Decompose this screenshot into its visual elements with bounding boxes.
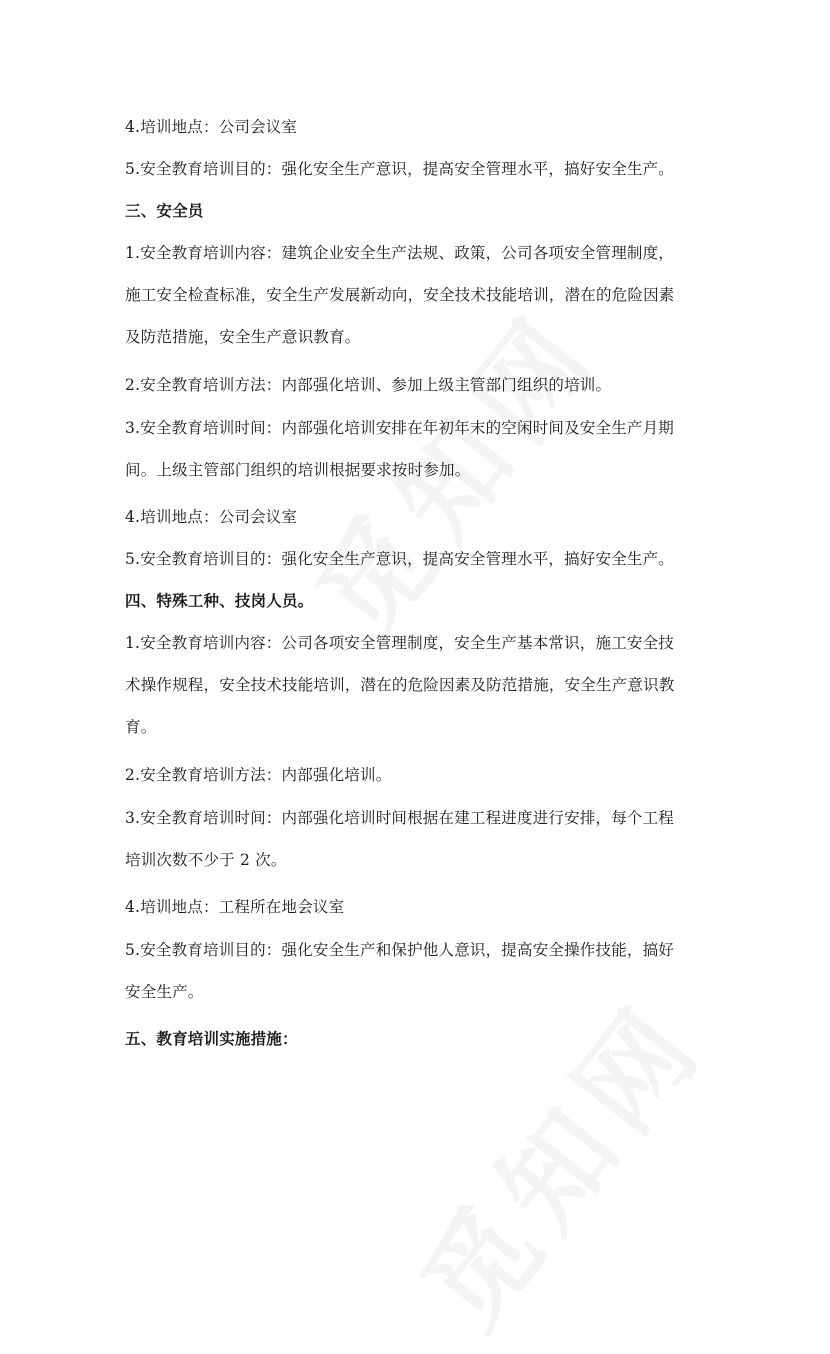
paragraph-line: 4.培训地点：公司会议室 [125, 118, 298, 136]
section-heading: 五、教育培训实施措施： [125, 1030, 298, 1048]
paragraph-line: 4.培训地点：公司会议室 [125, 508, 298, 526]
paragraph-line: 3.安全教育培训时间：内部强化培训安排在年初年末的空闲时间及安全生产月期 [125, 419, 674, 437]
paragraph-line: 2.安全教育培训方法：内部强化培训。 [125, 766, 392, 784]
paragraph-line: 培训次数不少于 2 次。 [125, 851, 287, 869]
paragraph-line: 育。 [125, 718, 157, 736]
paragraph-line: 2.安全教育培训方法：内部强化培训、参加上级主管部门组织的培训。 [125, 376, 612, 394]
paragraph-line: 间。上级主管部门组织的培训根据要求按时参加。 [125, 461, 471, 479]
paragraph-line: 3.安全教育培训时间：内部强化培训时间根据在建工程进度进行安排，每个工程 [125, 809, 674, 827]
paragraph-line: 施工安全检查标准，安全生产发展新动向，安全技术技能培训，潜在的危险因素 [125, 286, 675, 304]
paragraph-line: 1.安全教育培训内容：建筑企业安全生产法规、政策，公司各项安全管理制度， [125, 244, 674, 262]
paragraph-line: 术操作规程，安全技术技能培训，潜在的危险因素及防范措施，安全生产意识教 [125, 676, 675, 694]
paragraph-line: 安全生产。 [125, 983, 204, 1001]
paragraph-line: 5.安全教育培训目的：强化安全生产和保护他人意识，提高安全操作技能，搞好 [125, 941, 674, 959]
paragraph-line: 5.安全教育培训目的：强化安全生产意识，提高安全管理水平，搞好安全生产。 [125, 550, 674, 568]
paragraph-line: 5.安全教育培训目的：强化安全生产意识，提高安全管理水平，搞好安全生产。 [125, 160, 674, 178]
paragraph-line: 4.培训地点：工程所在地会议室 [125, 898, 345, 916]
section-heading: 四、特殊工种、技岗人员。 [125, 592, 314, 610]
paragraph-line: 及防范措施，安全生产意识教育。 [125, 328, 361, 346]
watermark-logo-bottom [379, 964, 733, 1354]
section-heading: 三、安全员 [125, 202, 204, 220]
paragraph-line: 1.安全教育培训内容：公司各项安全管理制度，安全生产基本常识，施工安全技 [125, 634, 674, 652]
